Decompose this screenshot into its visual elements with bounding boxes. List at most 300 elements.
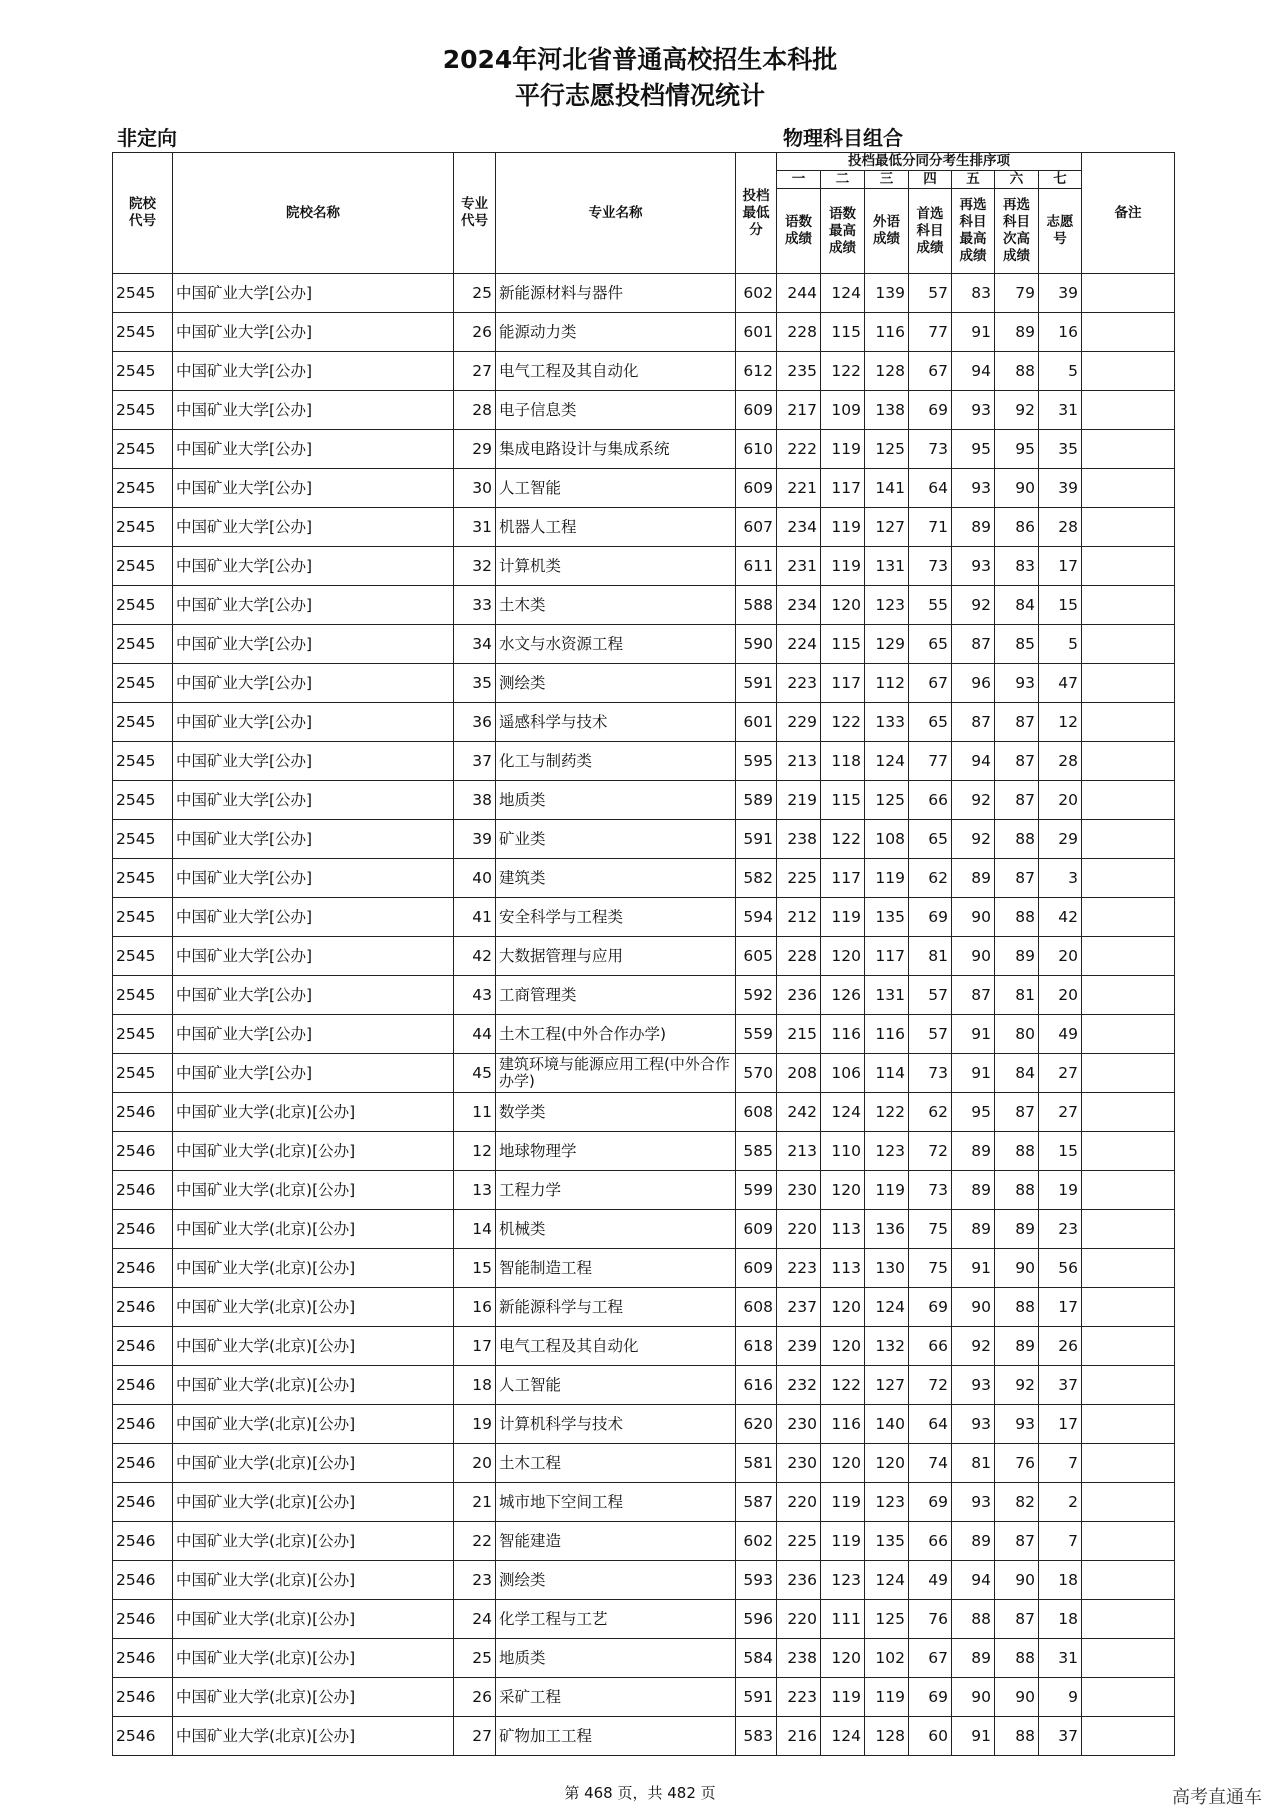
sort-7-cell: 39: [1039, 469, 1082, 508]
school-code-cell: 2546: [113, 1522, 173, 1561]
header-order-4: 四: [909, 171, 952, 189]
sort-6-cell: 92: [995, 391, 1039, 430]
remark-cell: [1082, 1678, 1175, 1717]
remark-cell: [1082, 859, 1175, 898]
sort-6-cell: 89: [995, 313, 1039, 352]
major-name-cell: 采矿工程: [496, 1678, 736, 1717]
sort-6-cell: 89: [995, 1327, 1039, 1366]
table-row: [113, 391, 1175, 430]
sort-7-cell: 27: [1039, 1093, 1082, 1132]
sort-7-cell: 37: [1039, 1366, 1082, 1405]
sort-3-cell: 125: [865, 430, 909, 469]
school-name-cell: 中国矿业大学(北京)[公办]: [173, 1132, 454, 1171]
sort-1-cell: 223: [777, 1249, 821, 1288]
major-code-cell: 30: [454, 469, 496, 508]
sort-6-cell: 87: [995, 1600, 1039, 1639]
sort-5-cell: 91: [952, 1717, 995, 1756]
header-sort-item-4: 首选科目成绩: [909, 189, 952, 274]
table-row: [113, 781, 1175, 820]
sort-6-cell: 92: [995, 1366, 1039, 1405]
sort-6-cell: 82: [995, 1483, 1039, 1522]
min-score-cell: 591: [736, 664, 777, 703]
sort-7-cell: 42: [1039, 898, 1082, 937]
sort-4-cell: 81: [909, 937, 952, 976]
sort-3-cell: 135: [865, 1522, 909, 1561]
school-name-cell: 中国矿业大学(北京)[公办]: [173, 1171, 454, 1210]
sort-7-cell: 31: [1039, 391, 1082, 430]
remark-cell: [1082, 352, 1175, 391]
sort-4-cell: 76: [909, 1600, 952, 1639]
header-sort-item-6: 再选科目次高成绩: [995, 189, 1039, 274]
header-order-7: 七: [1039, 171, 1082, 189]
sort-5-cell: 91: [952, 1015, 995, 1054]
sort-5-cell: 89: [952, 1210, 995, 1249]
sort-3-cell: 122: [865, 1093, 909, 1132]
header-sort-item-3: 外语成绩: [865, 189, 909, 274]
sort-3-cell: 124: [865, 1288, 909, 1327]
remark-cell: [1082, 1717, 1175, 1756]
sort-4-cell: 67: [909, 352, 952, 391]
min-score-cell: 612: [736, 352, 777, 391]
major-name-cell: 电气工程及其自动化: [496, 352, 736, 391]
sort-5-cell: 89: [952, 508, 995, 547]
sort-2-cell: 122: [821, 820, 865, 859]
min-score-cell: 588: [736, 586, 777, 625]
school-name-cell: 中国矿业大学[公办]: [173, 820, 454, 859]
remark-cell: [1082, 1600, 1175, 1639]
major-name-cell: 新能源科学与工程: [496, 1288, 736, 1327]
page-number: 第 468 页，共 482 页: [564, 1784, 716, 1802]
sort-5-cell: 87: [952, 703, 995, 742]
school-name-cell: 中国矿业大学[公办]: [173, 469, 454, 508]
sort-1-cell: 222: [777, 430, 821, 469]
sort-4-cell: 72: [909, 1366, 952, 1405]
school-name-cell: 中国矿业大学[公办]: [173, 625, 454, 664]
min-score-cell: 592: [736, 976, 777, 1015]
sort-5-cell: 90: [952, 1678, 995, 1717]
sort-2-cell: 115: [821, 313, 865, 352]
remark-cell: [1082, 430, 1175, 469]
major-name-cell: 水文与水资源工程: [496, 625, 736, 664]
remark-cell: [1082, 586, 1175, 625]
school-name-cell: 中国矿业大学[公办]: [173, 1015, 454, 1054]
min-score-cell: 601: [736, 313, 777, 352]
remark-cell: [1082, 1093, 1175, 1132]
sort-7-cell: 20: [1039, 781, 1082, 820]
sort-4-cell: 66: [909, 781, 952, 820]
major-name-cell: 地球物理学: [496, 1132, 736, 1171]
sort-2-cell: 113: [821, 1210, 865, 1249]
sort-2-cell: 116: [821, 1405, 865, 1444]
school-code-cell: 2546: [113, 1210, 173, 1249]
table-row: [113, 859, 1175, 898]
sort-3-cell: 131: [865, 976, 909, 1015]
major-code-cell: 28: [454, 391, 496, 430]
major-code-cell: 34: [454, 625, 496, 664]
remark-cell: [1082, 742, 1175, 781]
sort-3-cell: 112: [865, 664, 909, 703]
table-row: [113, 820, 1175, 859]
sort-4-cell: 69: [909, 1678, 952, 1717]
sort-3-cell: 125: [865, 1600, 909, 1639]
school-name-cell: 中国矿业大学(北京)[公办]: [173, 1600, 454, 1639]
sort-5-cell: 87: [952, 625, 995, 664]
major-name-cell: 城市地下空间工程: [496, 1483, 736, 1522]
sort-6-cell: 88: [995, 1132, 1039, 1171]
major-code-cell: 16: [454, 1288, 496, 1327]
sort-1-cell: 213: [777, 742, 821, 781]
remark-cell: [1082, 1561, 1175, 1600]
sort-3-cell: 124: [865, 742, 909, 781]
major-name-cell: 智能制造工程: [496, 1249, 736, 1288]
sort-6-cell: 84: [995, 1054, 1039, 1093]
min-score-cell: 616: [736, 1366, 777, 1405]
remark-cell: [1082, 391, 1175, 430]
school-code-cell: 2545: [113, 586, 173, 625]
sort-4-cell: 73: [909, 1054, 952, 1093]
sort-1-cell: 234: [777, 586, 821, 625]
table-row: [113, 1054, 1175, 1093]
table-row: [113, 508, 1175, 547]
sort-4-cell: 55: [909, 586, 952, 625]
sort-2-cell: 123: [821, 1561, 865, 1600]
header-min-score: 投档最低分: [736, 153, 777, 274]
sort-1-cell: 225: [777, 859, 821, 898]
min-score-cell: 609: [736, 391, 777, 430]
sort-1-cell: 208: [777, 1054, 821, 1093]
sort-2-cell: 119: [821, 1522, 865, 1561]
sort-6-cell: 87: [995, 859, 1039, 898]
sort-3-cell: 125: [865, 781, 909, 820]
remark-cell: [1082, 469, 1175, 508]
sort-2-cell: 122: [821, 703, 865, 742]
school-code-cell: 2546: [113, 1717, 173, 1756]
major-code-cell: 25: [454, 1639, 496, 1678]
school-code-cell: 2546: [113, 1249, 173, 1288]
sort-1-cell: 225: [777, 1522, 821, 1561]
sort-3-cell: 102: [865, 1639, 909, 1678]
sort-6-cell: 79: [995, 274, 1039, 313]
sort-4-cell: 64: [909, 1405, 952, 1444]
sort-7-cell: 17: [1039, 1288, 1082, 1327]
sort-7-cell: 2: [1039, 1483, 1082, 1522]
sort-4-cell: 67: [909, 664, 952, 703]
major-name-cell: 人工智能: [496, 469, 736, 508]
sort-4-cell: 65: [909, 625, 952, 664]
school-name-cell: 中国矿业大学[公办]: [173, 859, 454, 898]
school-name-cell: 中国矿业大学[公办]: [173, 976, 454, 1015]
sort-6-cell: 90: [995, 1561, 1039, 1600]
sort-3-cell: 133: [865, 703, 909, 742]
sort-3-cell: 119: [865, 1171, 909, 1210]
min-score-cell: 609: [736, 1249, 777, 1288]
major-code-cell: 43: [454, 976, 496, 1015]
sort-5-cell: 87: [952, 976, 995, 1015]
sort-5-cell: 93: [952, 391, 995, 430]
sort-7-cell: 18: [1039, 1561, 1082, 1600]
major-code-cell: 18: [454, 1366, 496, 1405]
remark-cell: [1082, 898, 1175, 937]
remark-cell: [1082, 313, 1175, 352]
remark-cell: [1082, 1249, 1175, 1288]
table-row: [113, 1600, 1175, 1639]
major-code-cell: 27: [454, 1717, 496, 1756]
sort-6-cell: 84: [995, 586, 1039, 625]
major-code-cell: 25: [454, 274, 496, 313]
sort-4-cell: 65: [909, 703, 952, 742]
sort-2-cell: 124: [821, 274, 865, 313]
sort-7-cell: 17: [1039, 1405, 1082, 1444]
sort-2-cell: 119: [821, 898, 865, 937]
sort-4-cell: 77: [909, 742, 952, 781]
school-name-cell: 中国矿业大学(北京)[公办]: [173, 1093, 454, 1132]
min-score-cell: 582: [736, 859, 777, 898]
sort-1-cell: 236: [777, 1561, 821, 1600]
sort-7-cell: 35: [1039, 430, 1082, 469]
sort-3-cell: 139: [865, 274, 909, 313]
major-code-cell: 26: [454, 313, 496, 352]
min-score-cell: 618: [736, 1327, 777, 1366]
sort-2-cell: 119: [821, 1483, 865, 1522]
sort-4-cell: 74: [909, 1444, 952, 1483]
major-code-cell: 35: [454, 664, 496, 703]
sort-5-cell: 94: [952, 352, 995, 391]
min-score-cell: 607: [736, 508, 777, 547]
min-score-cell: 608: [736, 1093, 777, 1132]
sort-1-cell: 216: [777, 1717, 821, 1756]
table-row: [113, 469, 1175, 508]
school-name-cell: 中国矿业大学[公办]: [173, 508, 454, 547]
sort-5-cell: 91: [952, 313, 995, 352]
major-name-cell: 化学工程与工艺: [496, 1600, 736, 1639]
remark-cell: [1082, 1288, 1175, 1327]
school-code-cell: 2546: [113, 1171, 173, 1210]
header-order-3: 三: [865, 171, 909, 189]
table-row: [113, 274, 1175, 313]
sort-1-cell: 229: [777, 703, 821, 742]
major-name-cell: 矿业类: [496, 820, 736, 859]
sort-2-cell: 118: [821, 742, 865, 781]
sort-7-cell: 3: [1039, 859, 1082, 898]
table-row: [113, 1132, 1175, 1171]
sort-1-cell: 242: [777, 1093, 821, 1132]
sort-4-cell: 69: [909, 1288, 952, 1327]
school-name-cell: 中国矿业大学[公办]: [173, 391, 454, 430]
min-score-cell: 581: [736, 1444, 777, 1483]
sort-3-cell: 140: [865, 1405, 909, 1444]
table-row: [113, 1015, 1175, 1054]
school-name-cell: 中国矿业大学[公办]: [173, 586, 454, 625]
major-name-cell: 土木类: [496, 586, 736, 625]
category-label: 非定向: [117, 126, 177, 150]
table-row: [113, 1522, 1175, 1561]
table-row: [113, 898, 1175, 937]
sort-2-cell: 111: [821, 1600, 865, 1639]
admission-table: [112, 152, 1175, 1756]
header-order-1: 一: [777, 171, 821, 189]
major-name-cell: 建筑类: [496, 859, 736, 898]
sort-3-cell: 129: [865, 625, 909, 664]
min-score-cell: 583: [736, 1717, 777, 1756]
major-code-cell: 38: [454, 781, 496, 820]
sort-7-cell: 20: [1039, 976, 1082, 1015]
sort-3-cell: 116: [865, 1015, 909, 1054]
sort-7-cell: 56: [1039, 1249, 1082, 1288]
sort-4-cell: 66: [909, 1327, 952, 1366]
school-name-cell: 中国矿业大学(北京)[公办]: [173, 1405, 454, 1444]
sort-2-cell: 120: [821, 1327, 865, 1366]
remark-cell: [1082, 1483, 1175, 1522]
min-score-cell: 599: [736, 1171, 777, 1210]
remark-cell: [1082, 1639, 1175, 1678]
sort-5-cell: 92: [952, 820, 995, 859]
school-name-cell: 中国矿业大学[公办]: [173, 742, 454, 781]
sort-7-cell: 29: [1039, 820, 1082, 859]
remark-cell: [1082, 274, 1175, 313]
table-row: [113, 586, 1175, 625]
school-code-cell: 2545: [113, 781, 173, 820]
sort-5-cell: 93: [952, 469, 995, 508]
sort-6-cell: 81: [995, 976, 1039, 1015]
sort-6-cell: 88: [995, 1639, 1039, 1678]
sort-4-cell: 64: [909, 469, 952, 508]
major-code-cell: 41: [454, 898, 496, 937]
major-name-cell: 新能源材料与器件: [496, 274, 736, 313]
sort-3-cell: 119: [865, 859, 909, 898]
sort-6-cell: 87: [995, 742, 1039, 781]
remark-cell: [1082, 1171, 1175, 1210]
sort-2-cell: 122: [821, 352, 865, 391]
sort-1-cell: 234: [777, 508, 821, 547]
remark-cell: [1082, 937, 1175, 976]
major-name-cell: 能源动力类: [496, 313, 736, 352]
sort-2-cell: 113: [821, 1249, 865, 1288]
major-name-cell: 人工智能: [496, 1366, 736, 1405]
sort-2-cell: 120: [821, 1171, 865, 1210]
school-name-cell: 中国矿业大学[公办]: [173, 937, 454, 976]
sort-1-cell: 213: [777, 1132, 821, 1171]
remark-cell: [1082, 664, 1175, 703]
school-code-cell: 2546: [113, 1483, 173, 1522]
table-row: [113, 1288, 1175, 1327]
school-name-cell: 中国矿业大学(北京)[公办]: [173, 1327, 454, 1366]
sort-7-cell: 27: [1039, 1054, 1082, 1093]
major-name-cell: 测绘类: [496, 664, 736, 703]
sort-6-cell: 88: [995, 1171, 1039, 1210]
major-code-cell: 40: [454, 859, 496, 898]
table-row: [113, 1093, 1175, 1132]
sort-3-cell: 135: [865, 898, 909, 937]
school-name-cell: 中国矿业大学[公办]: [173, 313, 454, 352]
school-name-cell: 中国矿业大学(北京)[公办]: [173, 1249, 454, 1288]
sort-2-cell: 110: [821, 1132, 865, 1171]
school-code-cell: 2545: [113, 547, 173, 586]
school-code-cell: 2546: [113, 1600, 173, 1639]
table-row: [113, 703, 1175, 742]
min-score-cell: 594: [736, 898, 777, 937]
major-code-cell: 45: [454, 1054, 496, 1093]
sort-3-cell: 127: [865, 1366, 909, 1405]
sort-7-cell: 23: [1039, 1210, 1082, 1249]
major-name-cell: 矿物加工工程: [496, 1717, 736, 1756]
sort-7-cell: 47: [1039, 664, 1082, 703]
sort-3-cell: 130: [865, 1249, 909, 1288]
sort-4-cell: 75: [909, 1210, 952, 1249]
major-name-cell: 电子信息类: [496, 391, 736, 430]
sort-1-cell: 223: [777, 664, 821, 703]
remark-cell: [1082, 1444, 1175, 1483]
major-name-cell: 遥感科学与技术: [496, 703, 736, 742]
school-name-cell: 中国矿业大学[公办]: [173, 703, 454, 742]
table-row: [113, 1444, 1175, 1483]
school-code-cell: 2546: [113, 1288, 173, 1327]
sort-1-cell: 230: [777, 1405, 821, 1444]
sort-6-cell: 89: [995, 937, 1039, 976]
min-score-cell: 559: [736, 1015, 777, 1054]
header-sort-group: 投档最低分同分考生排序项: [777, 153, 1082, 171]
sort-5-cell: 89: [952, 1522, 995, 1561]
sort-7-cell: 5: [1039, 625, 1082, 664]
sort-1-cell: 232: [777, 1366, 821, 1405]
sort-2-cell: 115: [821, 625, 865, 664]
major-code-cell: 14: [454, 1210, 496, 1249]
sort-6-cell: 90: [995, 1249, 1039, 1288]
table-row: [113, 1366, 1175, 1405]
header-major-name: 专业名称: [496, 153, 736, 274]
major-code-cell: 36: [454, 703, 496, 742]
sort-7-cell: 16: [1039, 313, 1082, 352]
major-name-cell: 机器人工程: [496, 508, 736, 547]
sort-6-cell: 88: [995, 352, 1039, 391]
sort-6-cell: 93: [995, 1405, 1039, 1444]
school-name-cell: 中国矿业大学[公办]: [173, 898, 454, 937]
major-code-cell: 42: [454, 937, 496, 976]
major-name-cell: 安全科学与工程类: [496, 898, 736, 937]
sort-7-cell: 7: [1039, 1444, 1082, 1483]
remark-cell: [1082, 1366, 1175, 1405]
sort-2-cell: 124: [821, 1093, 865, 1132]
sort-4-cell: 65: [909, 820, 952, 859]
sort-5-cell: 95: [952, 430, 995, 469]
major-code-cell: 11: [454, 1093, 496, 1132]
table-row: [113, 1639, 1175, 1678]
sort-7-cell: 5: [1039, 352, 1082, 391]
major-name-cell: 机械类: [496, 1210, 736, 1249]
school-code-cell: 2545: [113, 820, 173, 859]
sort-4-cell: 75: [909, 1249, 952, 1288]
school-name-cell: 中国矿业大学(北京)[公办]: [173, 1483, 454, 1522]
sort-5-cell: 92: [952, 1327, 995, 1366]
major-name-cell: 计算机类: [496, 547, 736, 586]
school-code-cell: 2545: [113, 664, 173, 703]
school-code-cell: 2545: [113, 703, 173, 742]
header-sort-item-1: 语数成绩: [777, 189, 821, 274]
sort-2-cell: 106: [821, 1054, 865, 1093]
header-sort-item-5: 再选科目最高成绩: [952, 189, 995, 274]
sort-1-cell: 238: [777, 1639, 821, 1678]
sort-2-cell: 119: [821, 547, 865, 586]
sort-7-cell: 37: [1039, 1717, 1082, 1756]
min-score-cell: 609: [736, 469, 777, 508]
sort-2-cell: 120: [821, 937, 865, 976]
sort-2-cell: 120: [821, 1444, 865, 1483]
sort-2-cell: 119: [821, 508, 865, 547]
sort-1-cell: 230: [777, 1171, 821, 1210]
sort-7-cell: 19: [1039, 1171, 1082, 1210]
table-row: [113, 976, 1175, 1015]
page-title: 2024年河北省普通高校招生本科批: [442, 45, 838, 74]
sort-1-cell: 228: [777, 313, 821, 352]
